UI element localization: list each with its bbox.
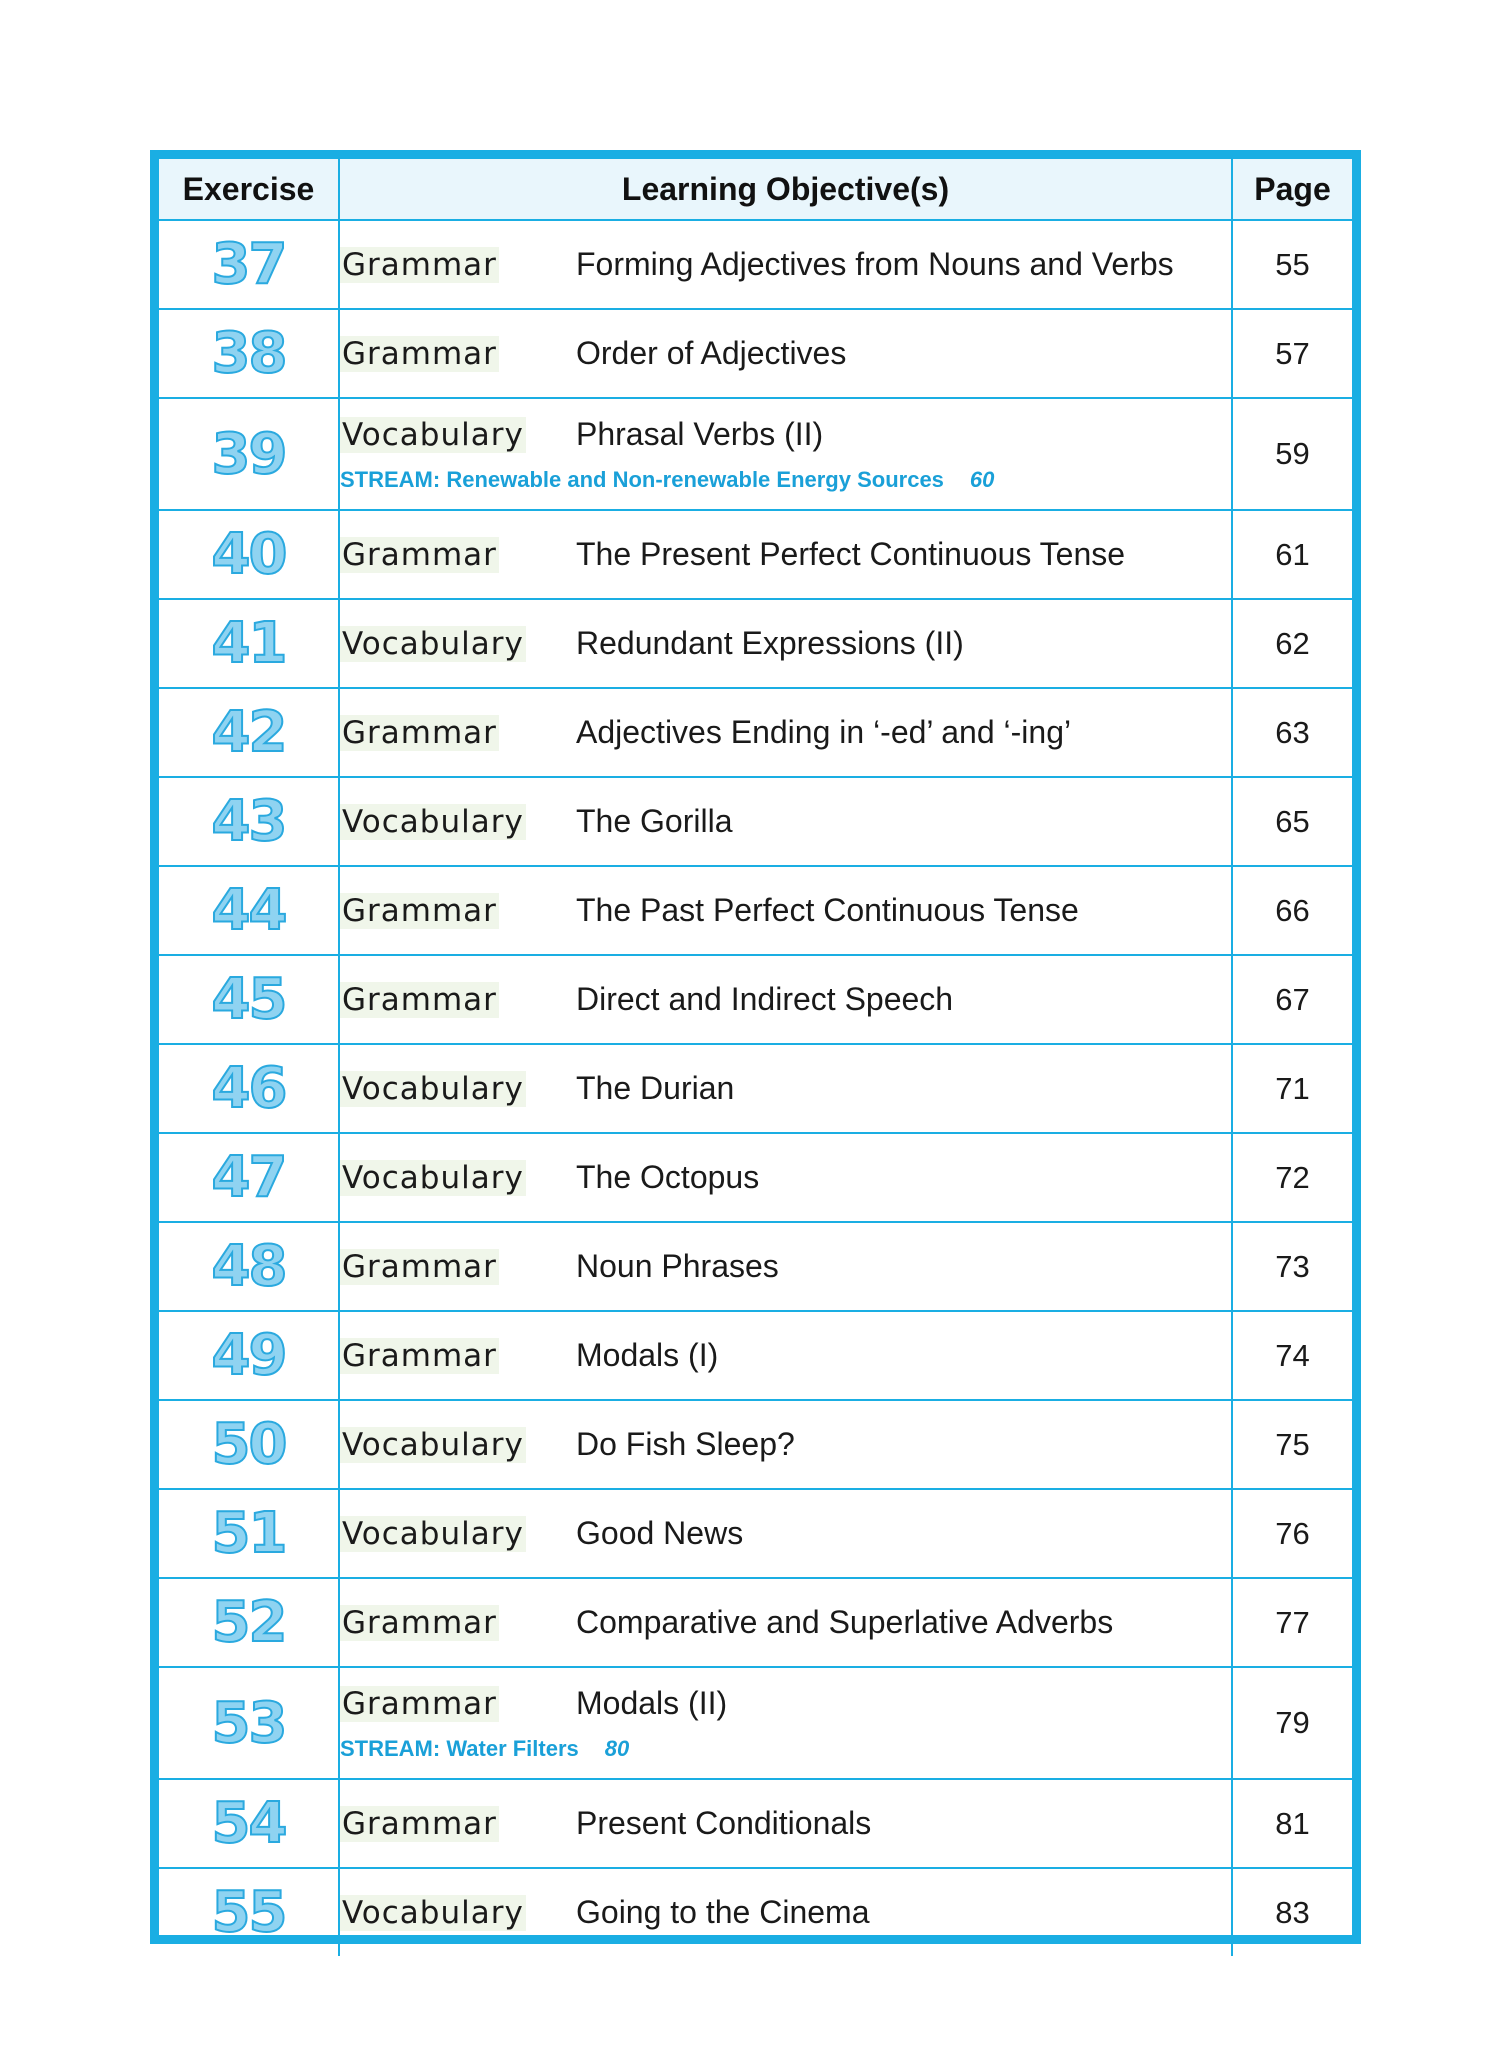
objective-category: Vocabulary: [342, 626, 524, 662]
page-number: 63: [1232, 688, 1352, 777]
objective-category: Vocabulary: [342, 1895, 524, 1931]
objective-category: Vocabulary: [342, 1071, 524, 1107]
exercise-number: 44: [159, 866, 339, 955]
objective-title[interactable]: Present Conditionals: [576, 1805, 872, 1841]
objective-category: Vocabulary: [342, 1516, 524, 1552]
stream-page-number: 80: [604, 1735, 630, 1761]
exercise-number: 38: [159, 309, 339, 398]
exercise-number: 43: [159, 777, 339, 866]
objective-title[interactable]: Good News: [576, 1515, 744, 1551]
table-row: [159, 1667, 1352, 1779]
table-row: [159, 1779, 1352, 1868]
exercise-number: 53: [159, 1667, 339, 1779]
learning-objective: [339, 955, 1232, 1044]
objective-category: Grammar: [342, 715, 497, 751]
objective-title[interactable]: Order of Adjectives: [576, 335, 847, 371]
objective-title[interactable]: The Durian: [576, 1070, 735, 1106]
objective-category: Grammar: [342, 1338, 497, 1374]
header-page: Page: [1232, 159, 1352, 220]
learning-objective: [339, 220, 1232, 309]
table-row: [159, 688, 1352, 777]
objective-title[interactable]: Phrasal Verbs (II): [576, 415, 824, 452]
table-row: [159, 599, 1352, 688]
table-row: [159, 309, 1352, 398]
page-number: 81: [1232, 1779, 1352, 1868]
objective-title[interactable]: Going to the Cinema: [576, 1894, 870, 1930]
table-row: [159, 398, 1352, 510]
exercise-number: 54: [159, 1779, 339, 1868]
exercise-number: 48: [159, 1222, 339, 1311]
page-number: 77: [1232, 1578, 1352, 1667]
exercise-number: 52: [159, 1578, 339, 1667]
learning-objective: [339, 1222, 1232, 1311]
page-number: 79: [1232, 1667, 1352, 1779]
page-number: 73: [1232, 1222, 1352, 1311]
page-number: 55: [1232, 220, 1352, 309]
header-learning-objectives: Learning Objective(s): [339, 159, 1232, 220]
objective-title[interactable]: The Past Perfect Continuous Tense: [576, 892, 1079, 928]
exercise-number: 37: [159, 220, 339, 309]
stream-activity[interactable]: [340, 1736, 1231, 1762]
objective-category: Vocabulary: [342, 1160, 524, 1196]
objective-category: Vocabulary: [342, 804, 524, 840]
page-number: 75: [1232, 1400, 1352, 1489]
objective-category: Vocabulary: [342, 1427, 524, 1463]
exercise-number: 50: [159, 1400, 339, 1489]
learning-objective: [339, 777, 1232, 866]
contents-table: [159, 159, 1352, 1956]
objective-category: Vocabulary: [342, 416, 524, 453]
stream-title: STREAM: Renewable and Non-renewable Energy Sources: [340, 466, 944, 492]
objective-category: Grammar: [342, 1806, 497, 1842]
learning-objective: [339, 398, 1232, 510]
table-row: [159, 1489, 1352, 1578]
stream-title: STREAM: Water Filters: [340, 1735, 579, 1761]
table-row: [159, 866, 1352, 955]
objective-category: Grammar: [342, 893, 497, 929]
page-number: 57: [1232, 309, 1352, 398]
stream-activity[interactable]: [340, 467, 1231, 493]
learning-objective: [339, 1667, 1232, 1779]
objective-title[interactable]: Comparative and Superlative Adverbs: [576, 1604, 1114, 1640]
learning-objective: [339, 1311, 1232, 1400]
learning-objective: [339, 1133, 1232, 1222]
exercise-number: 40: [159, 510, 339, 599]
learning-objective: [339, 309, 1232, 398]
page-number: 61: [1232, 510, 1352, 599]
objective-category: Grammar: [342, 247, 497, 283]
objective-category: Grammar: [342, 1249, 497, 1285]
learning-objective: [339, 1868, 1232, 1956]
objective-category: Grammar: [342, 537, 497, 573]
objective-title[interactable]: The Octopus: [576, 1159, 760, 1195]
objective-title[interactable]: Do Fish Sleep?: [576, 1426, 795, 1462]
objective-category: Grammar: [342, 1605, 497, 1641]
learning-objective: [339, 510, 1232, 599]
table-row: [159, 1133, 1352, 1222]
table-row: [159, 510, 1352, 599]
page-number: 62: [1232, 599, 1352, 688]
exercise-number: 45: [159, 955, 339, 1044]
page-number: 59: [1232, 398, 1352, 510]
learning-objective: [339, 1400, 1232, 1489]
page-number: 74: [1232, 1311, 1352, 1400]
page-number: 76: [1232, 1489, 1352, 1578]
objective-title[interactable]: Adjectives Ending in ‘-ed’ and ‘-ing’: [576, 714, 1072, 750]
page-number: 66: [1232, 866, 1352, 955]
page-number: 72: [1232, 1133, 1352, 1222]
exercise-number: 41: [159, 599, 339, 688]
learning-objective: [339, 1489, 1232, 1578]
exercise-number: 42: [159, 688, 339, 777]
table-row: [159, 220, 1352, 309]
objective-title[interactable]: Redundant Expressions (II): [576, 625, 964, 661]
objective-title[interactable]: Direct and Indirect Speech: [576, 981, 954, 1017]
objective-title[interactable]: Forming Adjectives from Nouns and Verbs: [576, 246, 1174, 282]
learning-objective: [339, 866, 1232, 955]
exercise-number: 55: [159, 1868, 339, 1956]
exercise-number: 51: [159, 1489, 339, 1578]
objective-category: Grammar: [342, 1685, 497, 1722]
objective-title[interactable]: The Present Perfect Continuous Tense: [576, 536, 1126, 572]
table-row: [159, 1311, 1352, 1400]
objective-category: Grammar: [342, 336, 497, 372]
objective-title[interactable]: The Gorilla: [576, 803, 733, 839]
page-number: 65: [1232, 777, 1352, 866]
contents-frame: [150, 150, 1361, 1944]
table-row: [159, 1400, 1352, 1489]
objective-category: Grammar: [342, 982, 497, 1018]
page-number: 71: [1232, 1044, 1352, 1133]
table-row: [159, 955, 1352, 1044]
page-number: 83: [1232, 1868, 1352, 1956]
learning-objective: [339, 688, 1232, 777]
table-row: [159, 1578, 1352, 1667]
learning-objective: [339, 1578, 1232, 1667]
table-row: [159, 1868, 1352, 1956]
exercise-number: 39: [159, 398, 339, 510]
exercise-number: 49: [159, 1311, 339, 1400]
learning-objective: [339, 1779, 1232, 1868]
header-exercise: Exercise: [159, 159, 339, 220]
contents-body: [159, 220, 1352, 1956]
objective-title[interactable]: Modals (I): [576, 1337, 719, 1373]
header-row: [159, 159, 1352, 220]
stream-page-number: 60: [969, 466, 995, 492]
table-row: [159, 777, 1352, 866]
exercise-number: 47: [159, 1133, 339, 1222]
objective-title[interactable]: Noun Phrases: [576, 1248, 779, 1284]
table-row: [159, 1222, 1352, 1311]
objective-title[interactable]: Modals (II): [576, 1684, 728, 1721]
page-number: 67: [1232, 955, 1352, 1044]
exercise-number: 46: [159, 1044, 339, 1133]
learning-objective: [339, 1044, 1232, 1133]
table-row: [159, 1044, 1352, 1133]
learning-objective: [339, 599, 1232, 688]
